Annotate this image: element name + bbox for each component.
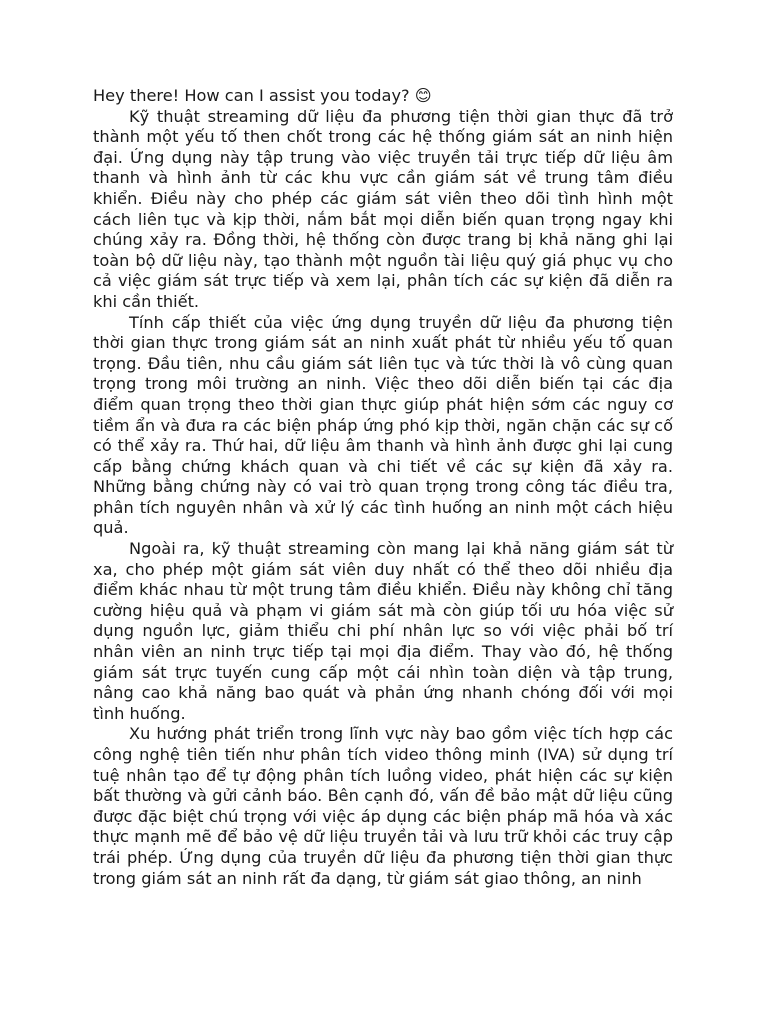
paragraph-2: Tính cấp thiết của việc ứng dụng truyền dữ liệu đa phương tiện thời gian thực trong giám sát an ninh xuất phát từ nhiều yếu tố quan trọng. Đầu tiên, nhu cầu giám sát liên tục và tức thời là vô cùng quan trọng trong môi trường an ninh. Việc theo dõi diễn biến tại các địa điểm quan trọng theo thời gian thực giúp phát hiện sớm các nguy cơ tiềm ẩn và đưa ra các biện pháp ứng phó kịp thời, ngăn chặn các sự cố có thể xảy ra. Thứ hai, dữ liệu âm thanh và hình ảnh được ghi lại cung cấp bằng chứng khách quan và chi tiết về các sự kiện đã xảy ra. Những bằng chứng này có vai trò quan trọng trong công tác điều tra, phân tích nguyên nhân và xử lý các tình huống an ninh một cách hiệu quả. <box>93 312 673 538</box>
paragraph-1: Kỹ thuật streaming dữ liệu đa phương tiện thời gian thực đã trở thành một yếu tố then chốt trong các hệ thống giám sát an ninh hiện đại. Ứng dụng này tập trung vào việc truyền tải trực tiếp dữ liệu âm thanh và hình ảnh từ các khu vực cần giám sát về trung tâm điều khiển. Điều này cho phép các giám sát viên theo dõi tình hình một cách liên tục và kịp thời, nắm bắt mọi diễn biến quan trọng ngay khi chúng xảy ra. Đồng thời, hệ thống còn được trang bị khả năng ghi lại toàn bộ dữ liệu này, tạo thành một nguồn tài liệu quý giá phục vụ cho cả việc giám sát trực tiếp và xem lại, phân tích các sự kiện đã diễn ra khi cần thiết. <box>93 106 673 311</box>
greeting-line: Hey there! How can I assist you today? 😊 <box>93 86 432 105</box>
paragraph-3: Ngoài ra, kỹ thuật streaming còn mang lại khả năng giám sát từ xa, cho phép một giám sát viên duy nhất có thể theo dõi nhiều địa điểm khác nhau từ một trung tâm điều khiển. Điều này không chỉ tăng cường hiệu quả và phạm vi giám sát mà còn giúp tối ưu hóa việc sử dụng nguồn lực, giảm thiểu chi phí nhân lực so với việc phải bố trí nhân viên an ninh trực tiếp tại mọi địa điểm. Thay vào đó, hệ thống giám sát trực tuyến cung cấp một cái nhìn toàn diện và tập trung, nâng cao khả năng bao quát và phản ứng nhanh chóng đối với mọi tình huống. <box>93 539 673 723</box>
paragraph-4: Xu hướng phát triển trong lĩnh vực này bao gồm việc tích hợp các công nghệ tiên tiến như phân tích video thông minh (IVA) sử dụng trí tuệ nhân tạo để tự động phân tích luồng video, phát hiện các sự kiện bất thường và gửi cảnh báo. Bên cạnh đó, vấn đề bảo mật dữ liệu cũng được đặc biệt chú trọng với việc áp dụng các biện pháp mã hóa và xác thực mạnh mẽ để bảo vệ dữ liệu truyền tải và lưu trữ khỏi các truy cập trái phép. Ứng dụng của truyền dữ liệu đa phương tiện thời gian thực trong giám sát an ninh rất đa dạng, từ giám sát giao thông, an ninh <box>93 724 673 888</box>
document-page <box>93 86 673 889</box>
